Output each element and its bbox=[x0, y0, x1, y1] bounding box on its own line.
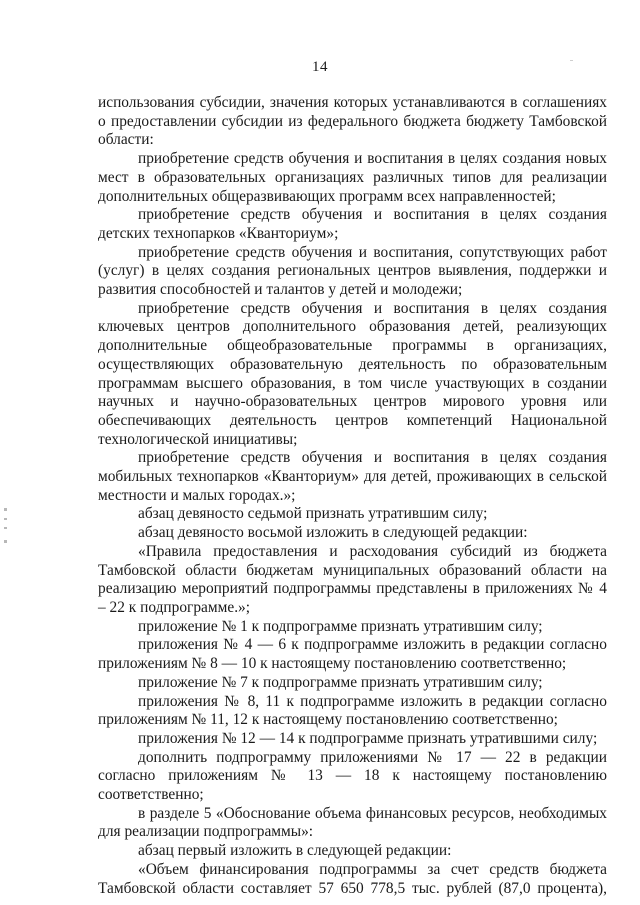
body-paragraph: абзац первый изложить в следующей редакции: bbox=[138, 842, 452, 860]
body-paragraph: приобретение средств обучения и воспитания в целях создания новых мест в образовательных организациях различных типов для реализации дополнительных общеразвивающих программ всех направленностей; bbox=[98, 150, 607, 205]
binding-mark bbox=[4, 540, 7, 543]
binding-mark bbox=[4, 508, 7, 511]
binding-mark bbox=[4, 527, 7, 529]
body-paragraph: приложение № 1 к подпрограмме признать утратившим силу; bbox=[138, 617, 543, 635]
body-paragraph: дополнить подпрограмму приложениями № 17 — 22 в редакции согласно приложениям № 13 — 18 к настоящему постановлению соответственно; bbox=[98, 748, 607, 804]
body-paragraph: приобретение средств обучения и воспитания, сопутствующих работ (услуг) в целях создания региональных центров выявления, поддержки и развития способностей и талантов у детей и молодежи; bbox=[98, 243, 607, 299]
binding-mark bbox=[4, 518, 7, 520]
body-paragraph: приложение № 7 к подпрограмме признать утратившим силу; bbox=[138, 673, 543, 691]
body-paragraph: в разделе 5 «Обоснование объема финансовых ресурсов, необходимых для реализации подпрограммы»: bbox=[98, 804, 607, 841]
body-paragraph: «Правила предоставления и расходования субсидий из бюджета Тамбовской области бюджетам муниципальных образований области на реализацию мероприятий подпрограммы представлены в приложениях № 4 – 22 к подпрограмме.»; bbox=[98, 542, 607, 616]
body-paragraph: приложения № 8, 11 к подпрограмме изложить в редакции согласно приложениям № 11, 12 к настоящему постановлению соответственно; bbox=[98, 692, 607, 729]
body-paragraph: приложения № 4 — 6 к подпрограмме изложить в редакции согласно приложениям № 8 — 10 к настоящему постановлению соответственно; bbox=[98, 636, 607, 673]
body-paragraph: приобретение средств обучения и воспитания в целях создания ключевых центров дополнительного образования детей, реализующих дополнительные общеобразовательные программы в организациях, осуществляющих образовательную деятельность по образовательным программам высшего образования, в том числе участвующих в создании научных и научно-образовательных центров мирового уровня или обеспечивающих деятельность центров компетенций Национальной технологической инициативы; bbox=[98, 299, 607, 448]
body-paragraph: приложения № 12 — 14 к подпрограмме признать утратившими силу; bbox=[138, 729, 598, 747]
body-paragraph: приобретение средств обучения и воспитания в целях создания мобильных технопарков «Кванториум» для детей, проживающих в сельской местности и малых городах.»; bbox=[98, 449, 607, 504]
body-paragraph: приобретение средств обучения и воспитания в целях создания детских технопарков «Кванториум»; bbox=[98, 206, 607, 242]
document-body bbox=[98, 94, 607, 898]
page-number: 14 bbox=[312, 59, 328, 75]
scan-speck bbox=[570, 60, 573, 61]
body-paragraph-truncated: «Объем финансирования подпрограммы за счет средств бюджета Тамбовской области составляет 57 650 778,5 тыс. рублей (87,0 процента), bbox=[98, 860, 607, 897]
body-paragraph: абзац девяносто восьмой изложить в следующей редакции: bbox=[138, 524, 528, 542]
body-paragraph-continued: использования субсидии, значения которых устанавливаются в соглашениях о предоставлении субсидии из федерального бюджета бюджету Тамбовской области: bbox=[98, 94, 607, 149]
body-paragraph: абзац девяносто седьмой признать утратившим силу; bbox=[138, 505, 488, 523]
